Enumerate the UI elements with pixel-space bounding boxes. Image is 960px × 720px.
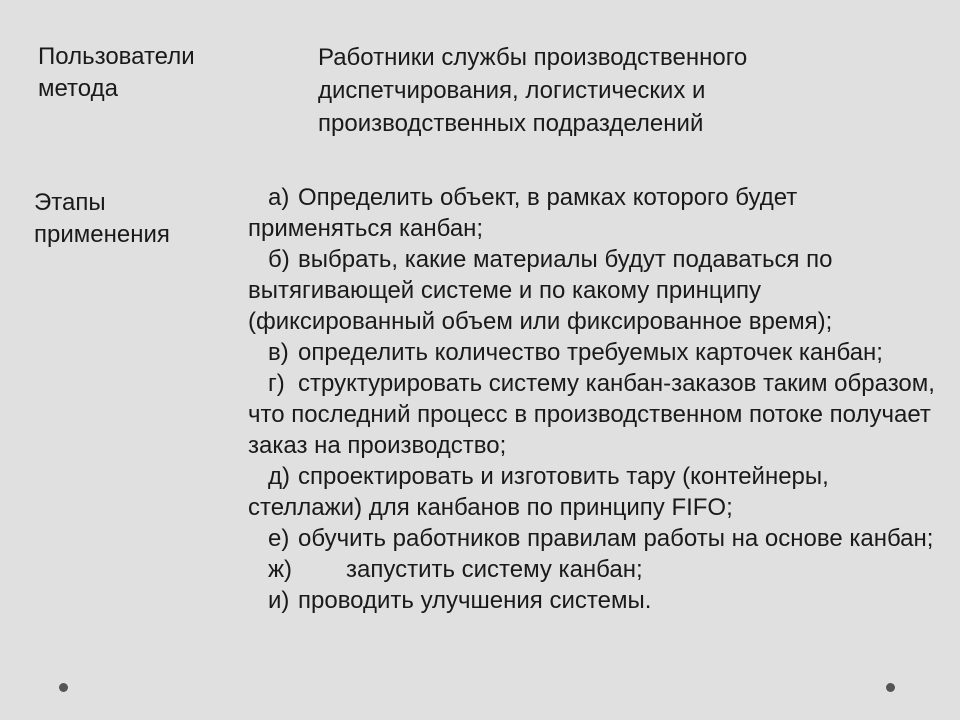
step-marker: г) [268,370,285,397]
list-item [248,244,938,337]
list-item [248,461,938,523]
users-value: Работники службы производственного диспетчирования, логистических и производственных подразделений [318,44,748,137]
step-marker: ж) [268,556,293,583]
step-text: Определить объект, в рамках которого будет применяться канбан; [248,184,798,242]
step-text: проводить улучшения системы. [298,587,652,614]
stages-label: Этапы применения [34,189,170,248]
list-item [248,585,938,616]
list-item [248,337,938,368]
step-marker: б) [268,246,290,273]
list-item [248,182,938,244]
step-marker: д) [268,463,290,490]
step-marker: а) [268,184,290,211]
step-text: запустить систему канбан; [346,556,643,583]
step-marker: е) [268,525,290,552]
bullet-dot-icon [59,683,68,692]
list-item [248,523,938,554]
step-text: определить количество требуемых карточек канбан; [298,339,883,366]
step-marker: и) [268,587,290,614]
step-text: структурировать систему канбан-заказов таким образом, что последний процесс в производственном потоке получает заказ на производство; [248,370,935,459]
stages-list [248,182,938,616]
step-text: спроектировать и изготовить тару (контейнеры, стеллажи) для канбанов по принципу FIFO; [248,463,829,521]
bullet-dot-icon [886,683,895,692]
users-label: Пользователи метода [38,43,195,102]
step-text: выбрать, какие материалы будут подаваться по вытягивающей системе и по какому принципу (фиксированный объем или фиксированное время); [248,246,833,335]
step-text: обучить работников правилам работы на основе канбан; [298,525,934,552]
list-item [248,554,938,585]
step-marker: в) [268,339,289,366]
list-item [248,368,938,461]
